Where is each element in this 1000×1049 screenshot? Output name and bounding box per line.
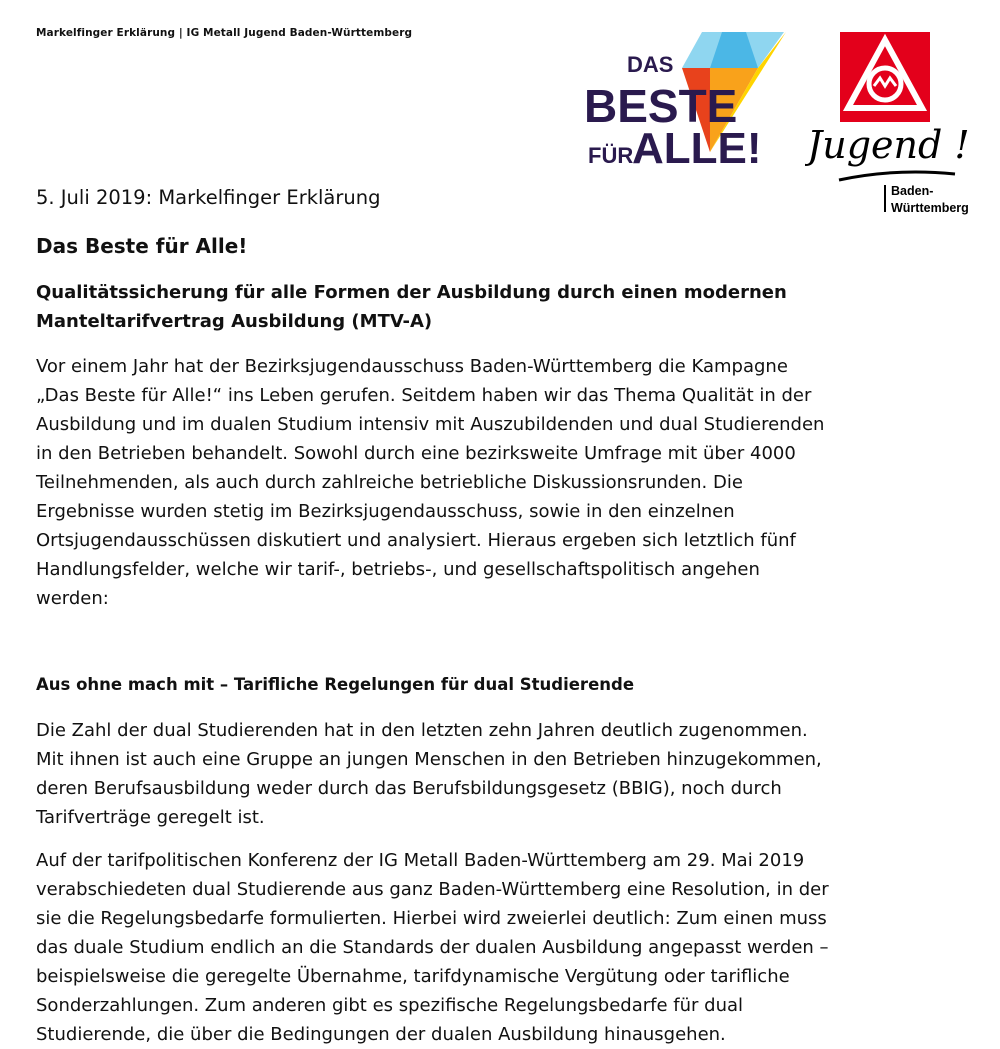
running-header: Markelfinger Erklärung | IG Metall Jugend Baden-Württemberg [36, 27, 413, 39]
section-paragraph-1: Die Zahl der dual Studierenden hat in den letzten zehn Jahren deutlich zugenommen. Mit ihnen ist auch eine Gruppe an jungen Menschen in den Betrieben hinzugekommen, deren Berufsausbildung weder durch das Berufsbildungsgesetz (BBIG), noch durch Tarifverträge geregelt ist. [36, 720, 822, 828]
svg-text:Württemberg: Württemberg [891, 201, 969, 215]
svg-text:Jugend !: Jugend ! [807, 123, 970, 167]
section-paragraph-2: Auf der tarifpolitischen Konferenz der IG Metall Baden-Württemberg am 29. Mai 2019 verabschiedeten dual Studierende aus ganz Baden-Württemberg eine Resolution, in der sie die Regelungsbedarfe formulierten. Hierbei wird zweierlei deutlich: Zum einen muss das duale Studium endlich an die Standards der dualen Ausbildung angepasst werden – beispielsweise die geregelte Übernahme, tarifdynamische Vergütung oder tarifliche Sonderzahlungen. Zum anderen gibt es spezifische Regelungsbedarfe für dual Studierende, die über die Bedingungen der dualen Ausbildung hinausgehen. [36, 850, 829, 1045]
document-subtitle: Qualitätssicherung für alle Formen der Ausbildung durch einen modernen Manteltarifvertrag Ausbildung (MTV-A) [36, 282, 787, 332]
campaign-logo-beste: BESTE [584, 80, 738, 132]
campaign-logo [582, 30, 792, 170]
document-title: Das Beste für Alle! [36, 234, 248, 258]
campaign-logo-fuer: FÜR [588, 143, 634, 168]
document-body [36, 183, 836, 1049]
campaign-logo-das: DAS [627, 52, 674, 77]
svg-text:Baden-: Baden- [891, 184, 934, 198]
date-line: 5. Juli 2019: Markelfinger Erklärung [36, 186, 381, 209]
section-heading-dual-students: Aus ohne mach mit – Tarifliche Regelungen für dual Studierende [36, 675, 635, 694]
intro-paragraph: Vor einem Jahr hat der Bezirksjugendausschuss Baden-Württemberg die Kampagne „Das Beste für Alle!“ ins Leben gerufen. Seitdem haben wir das Thema Qualität in der Ausbildung und im dualen Studium intensiv mit Auszubildenden und dual Studierenden in den Betrieben behandelt. Sowohl durch eine bezirksweite Umfrage mit über 4000 Teilnehmenden, als auch durch zahlreiche betriebliche Diskussionsrunden. Die Ergebnisse wurden stetig im Bezirksjugendausschuss, sowie in den einzelnen Ortsjugendausschüssen diskutiert und analysiert. Hieraus ergeben sich letztlich fünf Handlungsfelder, welche wir tarif-, betriebs-, und gesellschaftspolitisch angehen werden: [36, 356, 825, 609]
campaign-logo-alle: ALLE! [632, 124, 762, 170]
